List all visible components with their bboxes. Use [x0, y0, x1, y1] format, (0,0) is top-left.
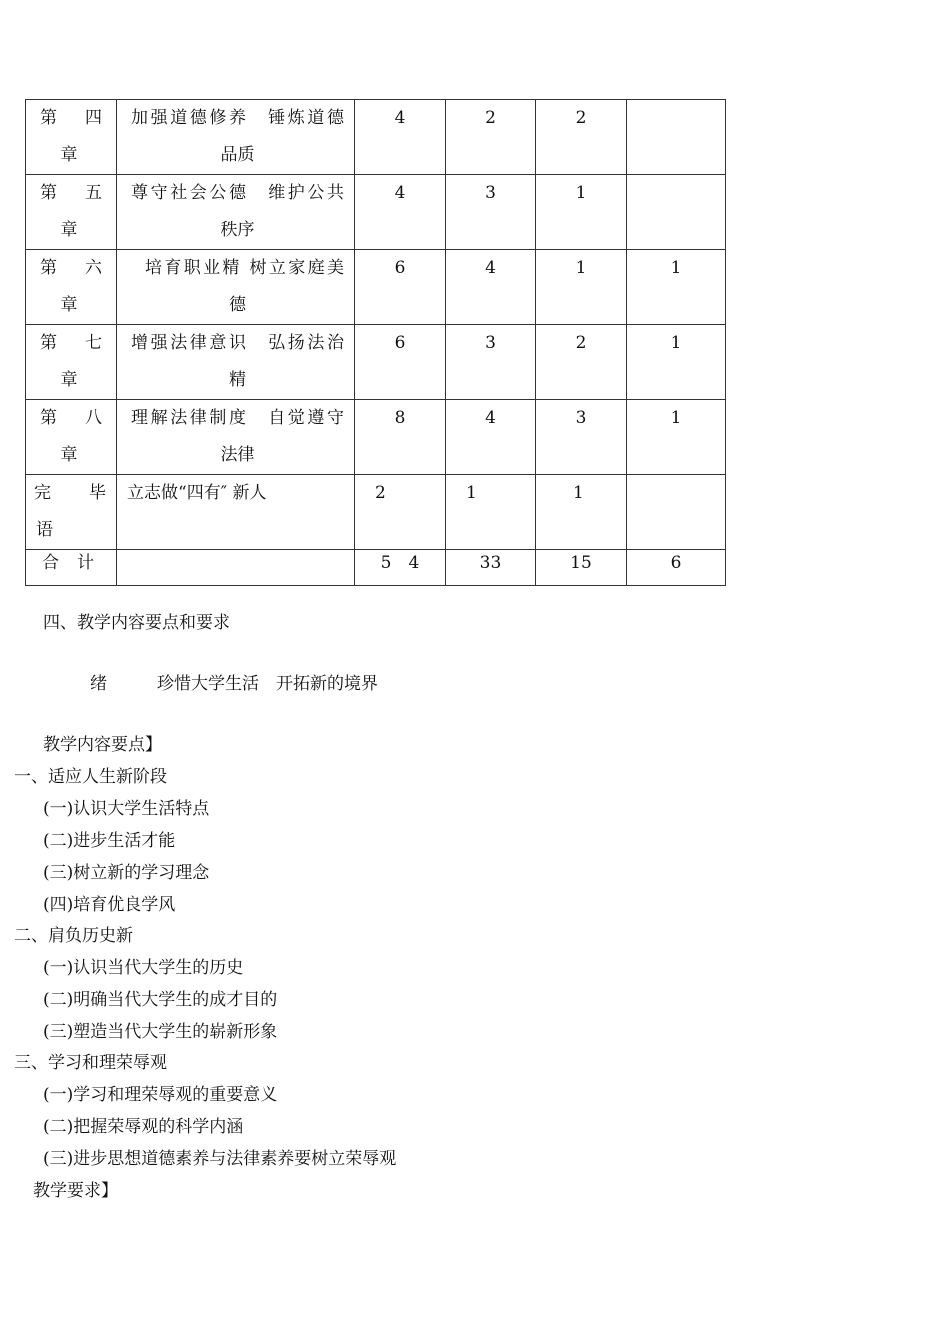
hours-cell: 1 — [627, 250, 726, 325]
outline-item: (二)进步生活才能 — [43, 831, 176, 851]
table-row-conclusion — [26, 475, 726, 550]
outline-heading: 一、适应人生新阶段 — [14, 767, 167, 787]
table-row-ch4 — [26, 100, 726, 175]
chapter-cell: 完 毕 语 — [26, 475, 117, 550]
intro-label: 绪 — [90, 674, 107, 694]
chapter-cell: 第 四 章 — [26, 100, 117, 175]
table-row-ch8 — [26, 400, 726, 475]
table-row-ch7 — [26, 325, 726, 400]
chapter-title-cell: 培育职业精 树立家庭美 德 — [117, 250, 355, 325]
outline-item: (三)树立新的学习理念 — [43, 863, 210, 883]
table-row-total — [26, 550, 726, 586]
outline-heading: 二、肩负历史新 — [14, 926, 133, 946]
outline-item: (一)认识当代大学生的历史 — [43, 958, 244, 978]
outline-item: (二)明确当代大学生的成才目的 — [43, 990, 278, 1010]
hours-cell: 1 — [446, 475, 536, 550]
hours-cell: 2 — [446, 100, 536, 175]
total-cell: 6 — [627, 550, 726, 586]
hours-cell: 1 — [536, 250, 627, 325]
hours-cell — [627, 100, 726, 175]
hours-cell: 4 — [355, 175, 446, 250]
hours-cell: 1 — [536, 475, 627, 550]
outline-item: (三)进步思想道德素养与法律素养要树立荣辱观 — [43, 1149, 397, 1169]
hours-cell: 3 — [446, 325, 536, 400]
chapter-cell: 第 八 章 — [26, 400, 117, 475]
outline-item: (四)培育优良学风 — [43, 895, 176, 915]
chapter-title-cell: 立志做“四有″ 新人 — [117, 475, 355, 550]
table-row-ch6 — [26, 250, 726, 325]
hours-cell: 3 — [536, 400, 627, 475]
hours-cell: 2 — [536, 100, 627, 175]
chapter-title-cell: 尊守社会公德 维护公共 秩序 — [117, 175, 355, 250]
outline-item: (二)把握荣辱观的科学内涵 — [43, 1117, 244, 1137]
hours-cell — [627, 175, 726, 250]
outline-heading: 三、学习和理荣辱观 — [14, 1053, 167, 1073]
content-points-label: 教学内容要点】 — [43, 735, 162, 755]
hours-cell: 4 — [355, 100, 446, 175]
hours-cell: 3 — [446, 175, 536, 250]
hours-cell: 6 — [355, 250, 446, 325]
hours-cell: 8 — [355, 400, 446, 475]
outline-item: (一)学习和理荣辱观的重要意义 — [43, 1085, 278, 1105]
chapter-cell: 第 六 章 — [26, 250, 117, 325]
hours-cell: 4 — [446, 400, 536, 475]
total-cell: 33 — [446, 550, 536, 586]
hours-cell: 6 — [355, 325, 446, 400]
hours-cell: 4 — [446, 250, 536, 325]
hours-cell: 1 — [536, 175, 627, 250]
hours-cell: 1 — [627, 400, 726, 475]
intro-title: 珍惜大学生活 开拓新的境界 — [157, 674, 378, 694]
chapter-title-cell: 理解法律制度 自觉遵守 法律 — [117, 400, 355, 475]
outline-item: (一)认识大学生活特点 — [43, 799, 210, 819]
requirements-label: 教学要求】 — [33, 1181, 118, 1201]
chapter-title-cell: 加强道德修养 锤炼道德 品质 — [117, 100, 355, 175]
chapter-title-cell: 增强法律意识 弘扬法治 精 — [117, 325, 355, 400]
table-row-ch5 — [26, 175, 726, 250]
total-cell: 5 4 — [355, 550, 446, 586]
hours-cell — [627, 475, 726, 550]
hours-cell: 1 — [627, 325, 726, 400]
outline-item: (三)塑造当代大学生的崭新形象 — [43, 1022, 278, 1042]
total-label-cell: 合 计 — [26, 550, 117, 586]
chapter-cell: 第 五 章 — [26, 175, 117, 250]
total-empty-cell — [117, 550, 355, 586]
total-cell: 15 — [536, 550, 627, 586]
course-hours-table — [25, 99, 726, 586]
section-heading: 四、教学内容要点和要求 — [43, 613, 230, 633]
chapter-cell: 第 七 章 — [26, 325, 117, 400]
hours-cell: 2 — [536, 325, 627, 400]
hours-cell: 2 — [355, 475, 446, 550]
